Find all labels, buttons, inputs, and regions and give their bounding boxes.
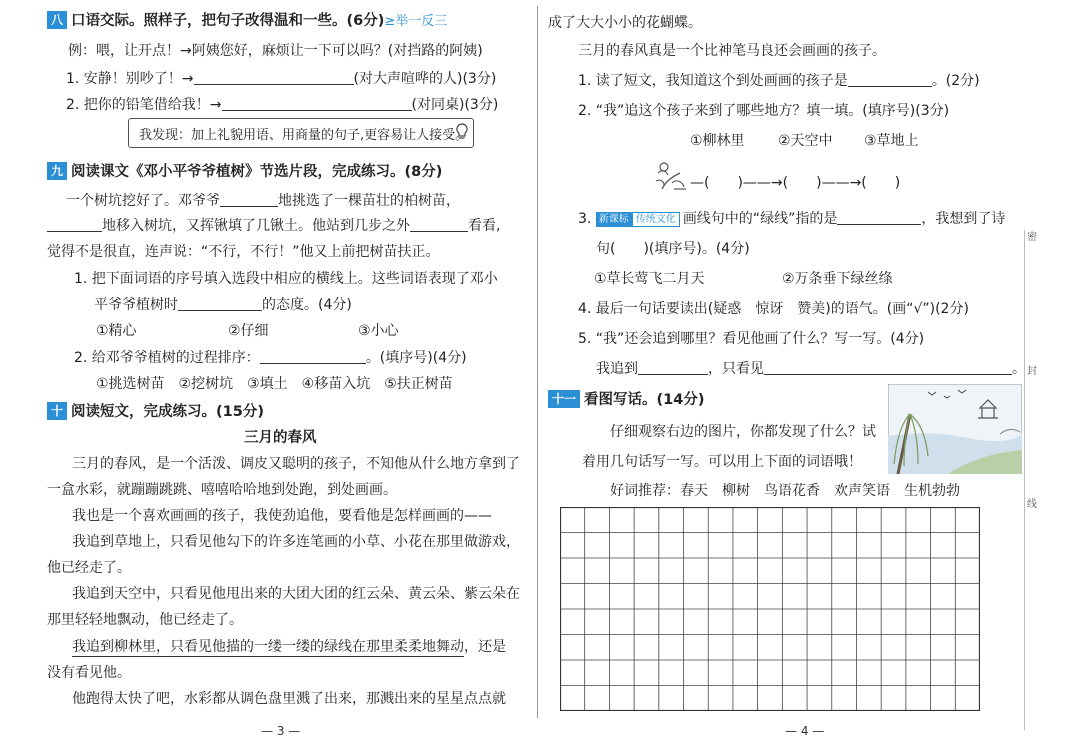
poem-option: ①草长莺飞二月天 <box>594 271 705 287</box>
section-badge: 十一 <box>548 390 580 408</box>
question-text: 句( )(填序号)。(4分) <box>596 241 750 257</box>
page-number: — 4 — <box>785 724 825 738</box>
section-title: 阅读短文，完成练习。(15分) <box>71 404 264 420</box>
question-text: (对同桌)(3分) <box>411 97 499 113</box>
question-text: (对大声喧哗的人)(3分) <box>353 71 497 87</box>
passage-line: 那里轻轻地飘动，他已经走了。 <box>47 612 243 628</box>
passage-line: 我追到草地上，只看见他勾下的许多连笔画的小草、小花在那里做游戏， <box>72 534 520 550</box>
question-text: 。(填序号)(4分) <box>365 350 467 366</box>
curriculum-tag: 新课标 <box>596 212 632 227</box>
place-option: ②天空中 <box>778 133 833 149</box>
question-text: 4. 最后一句话要读出(疑惑 惊讶 赞美)的语气。(画“√”)(2分) <box>578 301 969 317</box>
question-line <box>578 70 980 90</box>
question-text: 2. 给邓爷爷植树的过程排序： <box>74 350 260 366</box>
question-text: 画线句中的“绿线”指的是 <box>682 211 838 227</box>
story-title: 三月的春风 <box>244 430 317 446</box>
answer-blank[interactable] <box>848 72 932 87</box>
question-line <box>596 358 1026 378</box>
question-line <box>578 208 1005 228</box>
answer-blank[interactable] <box>178 296 262 311</box>
passage-line <box>47 215 500 235</box>
answer-blank[interactable] <box>260 349 366 364</box>
question <box>66 94 498 114</box>
section-badge: 十 <box>47 402 67 420</box>
page-number: — 3 — <box>261 724 301 738</box>
sequence-blanks[interactable]: —( )——→( )——→( ) <box>690 175 901 191</box>
writing-grid[interactable] <box>560 507 980 711</box>
question-text: ，我想到了诗 <box>921 211 1006 227</box>
answer-blank[interactable] <box>194 70 354 85</box>
question-text: 我追到 <box>596 361 638 377</box>
side-mark: 密 <box>1027 232 1037 243</box>
passage-line: 三月的春风真是一个比神笔马良还会画画的孩子。 <box>578 43 886 59</box>
question-text: 1. 安静！别吵了！→ <box>66 71 194 87</box>
tip-box <box>128 118 474 148</box>
answer-blank[interactable] <box>638 360 708 375</box>
option-word: ③小心 <box>358 323 399 339</box>
place-option: ③草地上 <box>864 133 919 149</box>
flower-icon <box>652 159 690 193</box>
section-11-header <box>548 388 704 409</box>
section-badge: 九 <box>47 162 67 180</box>
example-sentence: 例：喂，让开点！→阿姨您好，麻烦让一下可以吗？(对挡路的阿姨) <box>68 43 483 59</box>
section-title: 口语交际。照样子，把句子改得温和一些。(6分) <box>71 13 385 29</box>
answer-blank[interactable] <box>764 360 1012 375</box>
culture-tag: 传统文化 <box>632 212 680 227</box>
word-list: 好词推荐：春天 柳树 鸟语花香 欢声笑语 生机勃勃 <box>610 483 960 499</box>
passage-line: 我也是一个喜欢画画的孩子，我使劲追他，要看他是怎样画画的—— <box>72 508 492 524</box>
section-tag: ≥举一反三 <box>384 14 448 29</box>
question-text: 。(2分) <box>931 73 980 89</box>
option-word: ①精心 <box>96 323 137 339</box>
passage-line: 三月的春风，是一个活泼、调皮又聪明的孩子，不知他从什么地方拿到了 <box>72 456 520 472</box>
question-line <box>74 347 467 367</box>
prompt-line: 仔细观察右边的图片，你都发现了什么？试 <box>610 424 876 440</box>
tip-text: 我发现：加上礼貌用语、用商量的句子,更容易让人接受。 <box>139 128 469 143</box>
question-text: 1. 把下面词语的序号填入选段中相应的横线上。这些词语表现了邓小 <box>74 271 498 287</box>
question-line <box>94 294 352 314</box>
question-number: 3. <box>578 211 592 227</box>
place-option: ①柳林里 <box>690 133 745 149</box>
page-divider <box>537 6 538 718</box>
passage-line: 一盒水彩，就蹦蹦跳跳、嘻嘻哈哈地到处跑，到处画画。 <box>47 482 397 498</box>
passage-line: 他跑得太快了吧，水彩都从调色盘里溅了出来，那溅出来的星星点点就 <box>72 691 506 707</box>
question-text: 平爷爷植树时 <box>94 297 178 313</box>
passage-text: 地挑选了一棵苗壮的柏树苗， <box>278 193 460 209</box>
passage-text: 地移入树坑，又挥锹填了几锹土。他站到几步之外 <box>102 218 410 234</box>
passage-text: 看看, <box>468 218 501 234</box>
section-badge: 八 <box>47 11 67 29</box>
answer-blank[interactable] <box>410 217 468 232</box>
side-mark: 线 <box>1027 499 1037 510</box>
step-options: ①挑选树苗 ②挖树坑 ③填土 ④移苗入坑 ⑤扶正树苗 <box>96 376 453 392</box>
side-mark: 封 <box>1027 366 1037 377</box>
passage-line: 成了大大小小的花蝴蝶。 <box>548 15 702 31</box>
passage-line: 觉得不是很直，连声说：“不行，不行！”他又上前把树苗扶正。 <box>47 244 440 260</box>
question-text: 2. 把你的铅笔借给我！→ <box>66 97 222 113</box>
passage-line: 我追到天空中，只看见他甩出来的大团大团的红云朵、黄云朵、紫云朵在 <box>72 586 520 602</box>
question <box>66 68 496 88</box>
question-text: 2. “我”追这个孩子来到了哪些地方？填一填。(填序号)(3分) <box>578 103 950 119</box>
lightbulb-icon <box>455 123 469 141</box>
answer-blank[interactable] <box>220 192 278 207</box>
answer-blank[interactable] <box>47 217 102 232</box>
answer-blank[interactable] <box>837 210 921 225</box>
passage-line <box>72 636 506 656</box>
question-text: 。 <box>1012 361 1026 377</box>
passage-line: 他已经走了。 <box>47 560 131 576</box>
binding-line <box>1024 230 1025 730</box>
section-8-header <box>47 9 447 30</box>
passage-text: 一个树坑挖好了。邓爷爷 <box>66 193 220 209</box>
spring-willow-picture <box>888 384 1022 474</box>
question-text: 5. “我”还会追到哪里？看见他画了什么？写一写。(4分) <box>578 331 925 347</box>
poem-option: ②万条垂下绿丝绦 <box>782 271 893 287</box>
question-text: 的态度。(4分) <box>262 297 352 313</box>
passage-text: ，还是 <box>464 639 506 655</box>
prompt-line: 着用几句话写一写。可以用上下面的词语哦！ <box>582 454 862 470</box>
section-title: 看图写话。(14分) <box>584 392 705 408</box>
section-10-header <box>47 400 264 421</box>
answer-blank[interactable] <box>222 96 412 111</box>
question-text: 1. 读了短文，我知道这个到处画画的孩子是 <box>578 73 848 89</box>
option-word: ②仔细 <box>228 323 269 339</box>
passage-line: 没有看见他。 <box>47 665 131 681</box>
section-title: 阅读课文《邓小平爷爷植树》节选片段，完成练习。(8分) <box>71 164 443 180</box>
question-text: ，只看见 <box>708 361 764 377</box>
section-9-header <box>47 160 442 181</box>
passage-line <box>66 190 460 210</box>
underlined-sentence: 我追到柳林里，只看见他描的一缕一缕的绿线在那里柔柔地舞动 <box>72 639 464 655</box>
